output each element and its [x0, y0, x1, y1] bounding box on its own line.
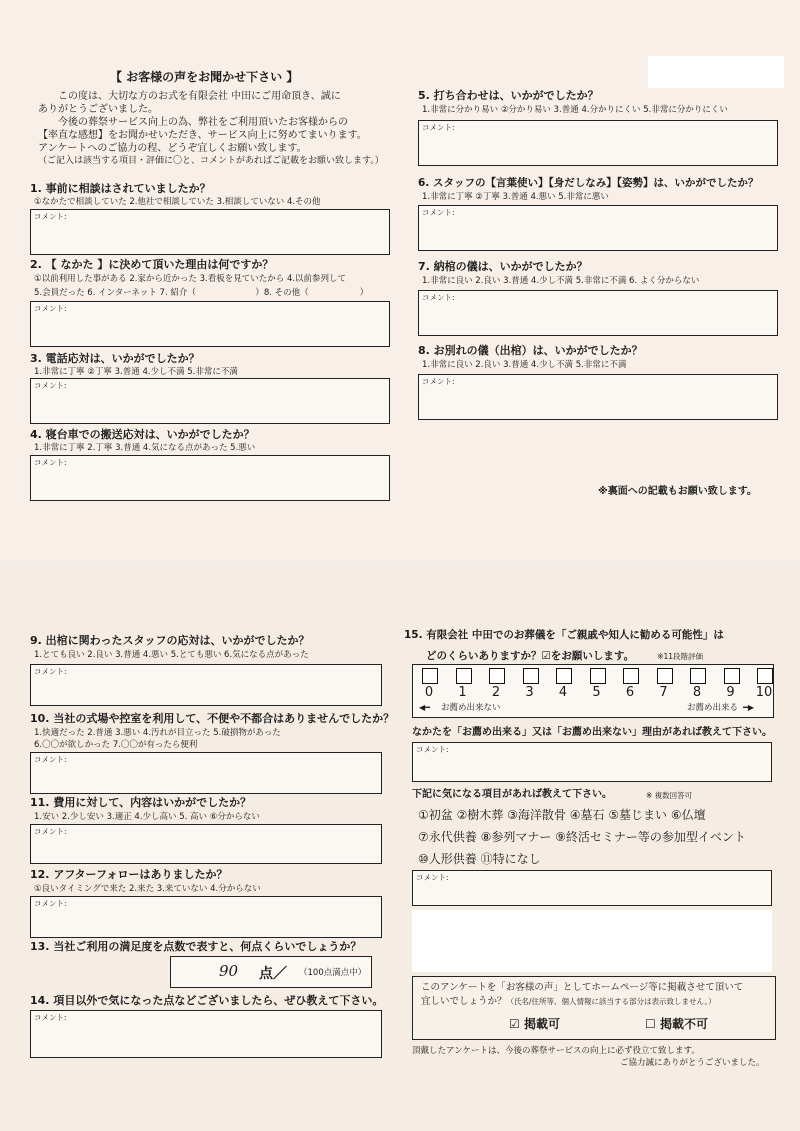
arrow-left-icon: ◀━ [419, 703, 430, 712]
scale-checkbox-7[interactable] [657, 668, 673, 684]
q4-comment-box[interactable]: コメント: [30, 455, 390, 501]
q15-title: 15. 有限会社 中田でのお葬儀を「ご親戚や知人に勧める可能性」は [404, 629, 724, 641]
scale-label-0: 0 [424, 685, 434, 700]
q13-unit: 点／ [259, 966, 287, 982]
q3-title: 3. 電話応対は、いかがでしたか？ [30, 352, 200, 365]
scale-label-7: 7 [659, 685, 668, 700]
q10-options-2[interactable]: 6.〇〇が欲しかった 7.〇〇が有ったら便利 [34, 740, 198, 750]
q2-title: 2. 【 なかた 】に決めて頂いた理由は何ですか？ [30, 258, 274, 271]
q3-comment-box[interactable]: コメント: [30, 378, 390, 424]
scale-checkbox-9[interactable] [724, 668, 740, 684]
q2-options-1[interactable]: ①以前利用した事がある 2.家から近かった 3.看板を見ていたから 4.以前参列して [34, 274, 347, 284]
q10-title: 10. 当社の式場や控室を利用して、不便や不都合はありませんでしたか？ [30, 712, 395, 725]
q12-title: 12. アフターフォローはありましたか？ [30, 868, 228, 881]
q6-title: 6. スタッフの【言葉使い】【身だしなみ】【姿勢】は、いかがでしたか？ [418, 177, 759, 189]
scale-label-8: 8 [692, 685, 702, 700]
q15-subtitle: どのくらいありますか？☑をお願いします。 ※11段階評価 [426, 650, 704, 662]
q13-score-box[interactable] [170, 956, 372, 988]
q1-options[interactable]: ①なかたで相談していた 2.他社で相談していた 3.相談していない 4.その他 [34, 197, 321, 207]
q7-comment-box[interactable]: コメント: [418, 290, 778, 336]
interest-comment-box[interactable]: コメント: [412, 870, 772, 906]
q10-options-1[interactable]: 1.快適だった 2.普通 3.悪い 4.汚れが目立った 5.破損物があった [34, 728, 281, 738]
q12-options[interactable]: ①良いタイミングで来た 2.来た 3.来ていない 4.分からない [34, 884, 261, 894]
q14-title: 14. 項目以外で気になった点などございましたら、ぜひ教えて下さい。 [30, 994, 384, 1007]
q15-right-label: お薦め出来る [687, 703, 739, 713]
q9-options[interactable]: 1.とても良い 2.良い 3.普通 4.悪い 5.とても悪い 6.気になる点があった [34, 650, 309, 660]
interest-note: ※ 複数回答可 [646, 791, 693, 800]
scale-label-4: 4 [558, 685, 568, 700]
scale-label-5: 5 [592, 685, 601, 700]
publish-question-line2: 宜しいでしょうか？（氏名/住所等、個人情報に該当する部分は表示致しません。） [421, 996, 716, 1007]
scale-label-3: 3 [525, 685, 534, 700]
q15-reason-box[interactable]: コメント: [412, 742, 772, 782]
q9-comment-box[interactable]: コメント: [30, 664, 382, 706]
scale-checkbox-1[interactable] [456, 668, 472, 684]
q4-options[interactable]: 1.非常に丁寧 2.丁寧 3.普通 4.気になる点があった 5.悪い [34, 443, 256, 453]
q8-options[interactable]: 1.非常に良い 2.良い 3.普通 4.少し不満 5.非常に不満 [422, 360, 627, 370]
q5-options[interactable]: 1.非常に分かり易い ②分かり易い 3.普通 4.分かりにくい 5.非常に分かりにくい [422, 105, 728, 115]
interest-row-3[interactable]: ⑩人形供養 ⑪特になし [418, 852, 541, 866]
q2-options-2[interactable]: 5.会員だった 6. インターネット 7. 紹介（ ）8. その他（ ） [34, 288, 369, 298]
empty-box-icon[interactable]: ☐ [645, 1017, 656, 1031]
intro-text: この度は、大切な方のお式を有限会社 中田にご用命頂き、誠に ありがとうございました。 今後の葬祭サービス向上の為、弊社をご利用頂いたお客様からの 【率直な感想】をお聞かせいただき、サービス向上に努めてまいります。 アンケートへのご協力の程、どうぞ宜しくお願い致します。 （ご記入は該当する項目・評価に〇と、コメントがあればご記載をお願い致します。） [38, 91, 384, 166]
survey-title: 【 お客様の声をお聞かせ下さい 】 [110, 70, 299, 84]
scale-label-10: 10 [755, 685, 773, 700]
q15-reason-question: なかたを「お薦め出来る」又は「お薦め出来ない」理由があれば教えて下さい。 [412, 727, 772, 738]
redacted-area [412, 910, 772, 972]
q3-options[interactable]: 1.非常に丁寧 ②丁寧 3.普通 4.少し不満 5.非常に不満 [34, 367, 238, 377]
scale-label-6: 6 [625, 685, 635, 700]
q15-left-label: お薦め出来ない [441, 703, 501, 713]
q8-comment-box[interactable]: コメント: [418, 374, 778, 420]
q7-options[interactable]: 1.非常に良い 2.良い 3.普通 4.少し不満 5.非常に不満 6. よく分からない [422, 276, 700, 286]
checkmark-icon: ☑ [541, 650, 551, 662]
publish-no-option[interactable]: ☐ 掲載不可 [645, 1017, 708, 1031]
q8-title: 8. お別れの儀（出棺）は、いかがでしたか？ [418, 344, 643, 357]
q5-title: 5. 打ち合わせは、いかがでしたか？ [418, 89, 599, 102]
scale-checkbox-5[interactable] [590, 668, 606, 684]
publish-permission-box [412, 976, 776, 1040]
q1-comment-box[interactable]: コメント: [30, 209, 390, 255]
scale-checkbox-6[interactable] [623, 668, 639, 684]
footer-line1: 頂戴したアンケートは、今後の葬祭サービスの向上に必ず役立て致します。 [412, 1046, 700, 1056]
scale-label-9: 9 [726, 685, 735, 700]
redacted-area [648, 56, 784, 88]
survey-page-back [0, 568, 800, 1131]
q9-title: 9. 出棺に関わったスタッフの応対は、いかがでしたか？ [30, 634, 310, 647]
publish-question-line1: このアンケートを「お客様の声」としてホームページ等に掲載させて頂いて [421, 982, 744, 993]
q6-options[interactable]: 1.非常に丁寧 ②丁寧 3.普通 4.悪い 5.非常に悪い [422, 192, 609, 202]
scale-checkbox-8[interactable] [690, 668, 706, 684]
checked-box-icon[interactable]: ☑ [509, 1017, 520, 1031]
interest-title: 下記に気になる項目があれば教えて下さい。 [412, 789, 612, 800]
scale-checkbox-0[interactable] [422, 668, 438, 684]
q11-comment-box[interactable]: コメント: [30, 824, 382, 864]
q6-comment-box[interactable]: コメント: [418, 205, 778, 251]
scale-label-2: 2 [491, 685, 501, 700]
q2-comment-box[interactable]: コメント: [30, 301, 390, 347]
scale-checkbox-4[interactable] [556, 668, 572, 684]
q13-max: （100点満点中） [299, 968, 367, 978]
q15-scale-panel [412, 664, 774, 718]
q13-score: 90 [219, 962, 239, 980]
publish-yes-option[interactable]: ☑ 掲載可 [509, 1017, 560, 1031]
q10-comment-box[interactable]: コメント: [30, 752, 382, 794]
q1-title: 1. 事前に相談はされていましたか？ [30, 182, 211, 195]
back-side-note: ※裏面への記載もお願い致します。 [598, 486, 757, 497]
q4-title: 4. 寝台車での搬送応対は、いかがでしたか？ [30, 428, 255, 441]
q11-options[interactable]: 1.安い 2.少し安い 3.適正 4.少し高い 5. 高い ⑥分からない [34, 812, 260, 822]
q13-title: 13. 当社ご利用の満足度を点数で表すと、何点くらいでしょうか？ [30, 940, 362, 953]
arrow-right-icon: ━▶ [743, 703, 754, 712]
q5-comment-box[interactable]: コメント: [418, 120, 778, 166]
scale-checkbox-10[interactable] [757, 668, 773, 684]
q12-comment-box[interactable]: コメント: [30, 896, 382, 938]
scale-checkbox-2[interactable] [489, 668, 505, 684]
q14-comment-box[interactable]: コメント: [30, 1010, 382, 1058]
footer-line2: ご協力誠にありがとうございました。 [620, 1058, 765, 1068]
q7-title: 7. 納棺の儀は、いかがでしたか？ [418, 260, 588, 273]
scale-label-1: 1 [458, 685, 467, 700]
interest-row-1[interactable]: ①初盆 ②樹木葬 ③海洋散骨 ④墓石 ⑤墓じまい ⑥仏壇 [418, 808, 706, 822]
survey-page-front [0, 0, 800, 560]
scale-checkbox-3[interactable] [523, 668, 539, 684]
interest-row-2[interactable]: ⑦永代供養 ⑧参列マナー ⑨終活セミナー等の参加型イベント [418, 830, 746, 844]
q11-title: 11. 費用に対して、内容はいかがでしたか？ [30, 796, 252, 809]
